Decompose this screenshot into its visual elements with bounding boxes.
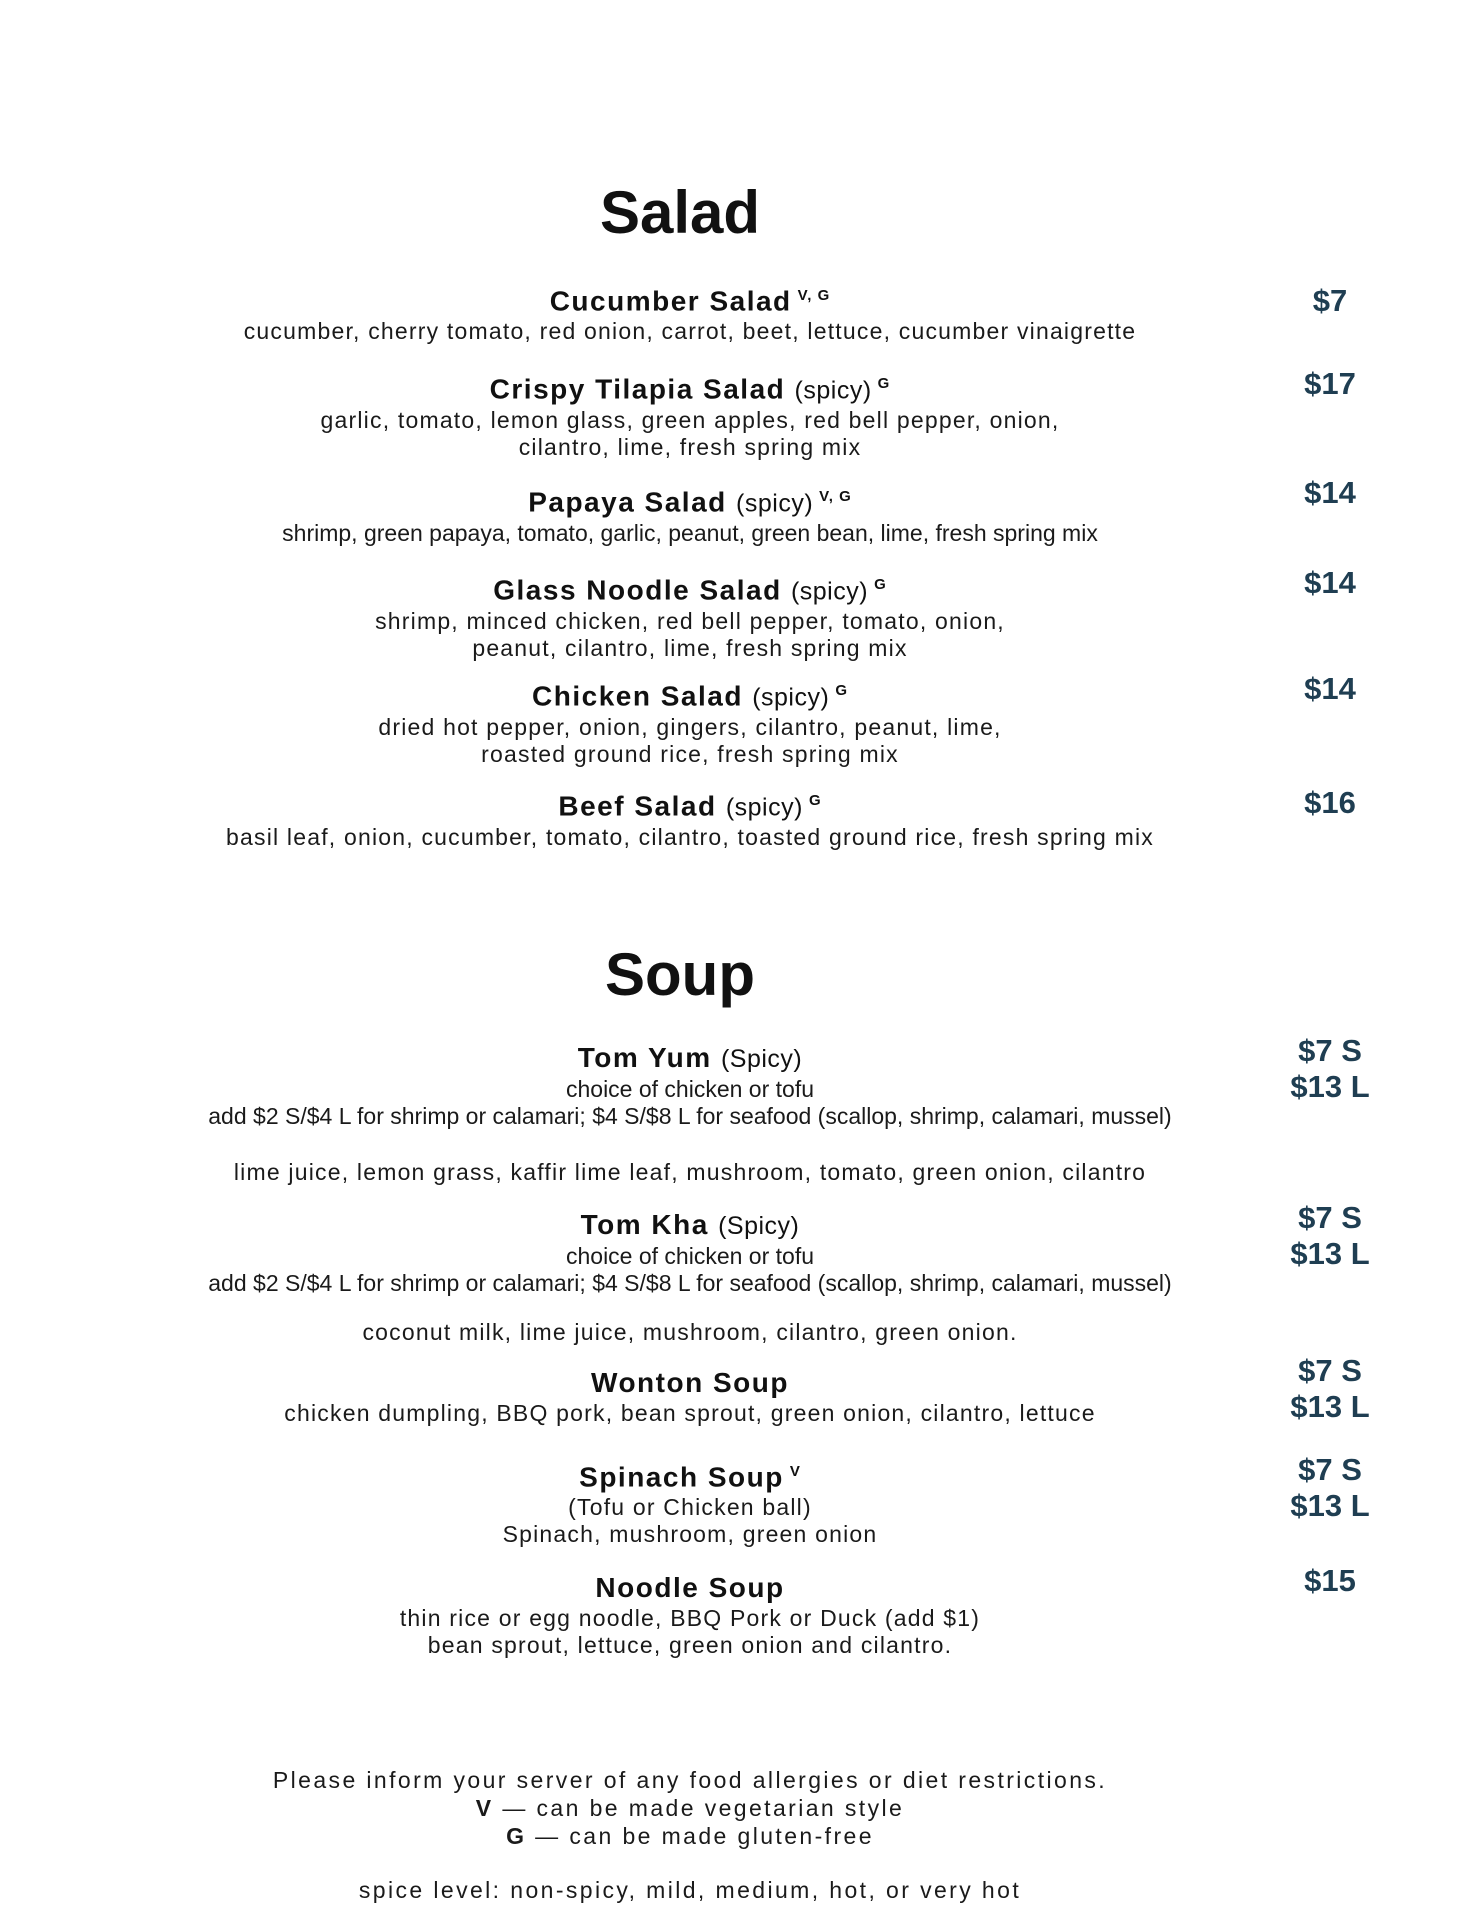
menu-item-tom-kha [160, 1208, 1220, 1346]
item-name: Cucumber Salad [549, 285, 792, 317]
item-price-large: $13 L [1290, 1236, 1370, 1271]
item-price: $15 [1304, 1563, 1356, 1598]
menu-item-tom-yum [160, 1041, 1220, 1186]
menu-item-crispy-tilapia-salad [160, 367, 1220, 461]
spicy-note: (spicy) [790, 577, 869, 606]
item-price-small: $7 S [1298, 1353, 1362, 1388]
item-name: Spinach Soup [579, 1461, 784, 1493]
legend-key-g: G [506, 1823, 527, 1849]
item-description: garlic, tomato, lemon glass, green apples, red bell pepper, onion, [320, 407, 1060, 434]
item-price-small: $7 S [1298, 1452, 1362, 1487]
menu-item-chicken-salad [160, 674, 1220, 768]
item-price-large: $13 L [1290, 1389, 1370, 1424]
spicy-note: (Spicy) [720, 1045, 803, 1073]
item-description: (Tofu or Chicken ball) [568, 1494, 812, 1521]
diet-tags: V [789, 1463, 801, 1480]
item-description: chicken dumpling, BBQ pork, bean sprout, green onion, cilantro, lettuce [284, 1400, 1096, 1426]
spicy-note: (spicy) [752, 683, 830, 712]
item-name: Tom Kha [580, 1209, 709, 1240]
spicy-note: (spicy) [736, 489, 814, 518]
item-name: Tom Yum [577, 1042, 712, 1073]
item-description: choice of chicken or tofu [565, 1243, 815, 1269]
item-description: peanut, cilantro, lime, fresh spring mix [472, 635, 908, 662]
item-price: $14 [1304, 565, 1356, 600]
diet-tags: G [877, 375, 891, 392]
item-description: add $2 S/$4 L for shrimp or calamari; $4 S/$8 L for seafood (scallop, shrimp, calamari, mussel) [208, 1270, 1172, 1296]
legend-text-g: — can be made gluten-free [526, 1823, 874, 1849]
item-description: bean sprout, lettuce, green onion and cilantro. [427, 1632, 953, 1658]
item-price: $7 [1312, 283, 1348, 318]
menu-item-papaya-salad [160, 480, 1220, 547]
item-name: Chicken Salad [532, 680, 743, 712]
item-name: Beef Salad [558, 790, 717, 822]
item-description: cucumber, cherry tomato, red onion, carrot, beet, lettuce, cucumber vinaigrette [243, 318, 1137, 345]
soup-section-title: Soup [605, 941, 755, 1008]
legend-key-v: V [475, 1795, 494, 1821]
item-description: add $2 S/$4 L for shrimp or calamari; $4 S/$8 L for seafood (scallop, shrimp, calamari, mussel) [208, 1103, 1172, 1129]
allergy-notice: Please inform your server of any food allergies or diet restrictions. [272, 1767, 1108, 1793]
diet-tags: G [835, 682, 848, 699]
spicy-note: (spicy) [794, 376, 872, 405]
item-name: Wonton Soup [591, 1367, 789, 1398]
item-price-small: $7 S [1298, 1200, 1362, 1235]
item-description: Spinach, mushroom, green onion [502, 1521, 878, 1548]
spice-level-note: spice level: non-spicy, mild, medium, hot, or very hot [358, 1877, 1022, 1903]
menu-footer [160, 1766, 1220, 1904]
item-name: Glass Noodle Salad [493, 574, 782, 606]
gluten-free-legend [160, 1822, 1220, 1850]
item-description: cilantro, lime, fresh spring mix [518, 434, 862, 461]
item-ingredients: lime juice, lemon grass, kaffir lime leaf, mushroom, tomato, green onion, cilantro [233, 1159, 1147, 1185]
menu-item-cucumber-salad [160, 279, 1220, 345]
diet-tags: V, G [819, 488, 852, 505]
diet-tags: V, G [797, 287, 831, 304]
item-description: shrimp, green papaya, tomato, garlic, peanut, green bean, lime, fresh spring mix [282, 520, 1098, 547]
spicy-note: (spicy) [725, 793, 803, 822]
legend-text-v: — can be made vegetarian style [493, 1795, 905, 1821]
menu-item-noodle-soup [160, 1571, 1220, 1659]
item-description: basil leaf, onion, cucumber, tomato, cilantro, toasted ground rice, fresh spring mix [226, 824, 1154, 851]
item-ingredients: coconut milk, lime juice, mushroom, cilantro, green onion. [362, 1319, 1018, 1345]
item-description: shrimp, minced chicken, red bell pepper, tomato, onion, [375, 608, 1005, 635]
spicy-note: (Spicy) [718, 1212, 800, 1240]
item-price-large: $13 L [1290, 1069, 1370, 1104]
item-price-large: $13 L [1290, 1488, 1370, 1523]
diet-tags: G [874, 576, 887, 593]
item-price: $14 [1304, 671, 1356, 706]
menu-item-glass-noodle-salad [160, 568, 1220, 662]
item-description: dried hot pepper, onion, gingers, cilantro, peanut, lime, [378, 714, 1002, 741]
item-price-small: $7 S [1298, 1033, 1362, 1068]
menu-item-spinach-soup [160, 1455, 1220, 1548]
item-description: roasted ground rice, fresh spring mix [481, 741, 899, 768]
vegetarian-legend [160, 1794, 1220, 1822]
item-description: thin rice or egg noodle, BBQ Pork or Duck (add $1) [399, 1605, 981, 1631]
item-price: $16 [1304, 785, 1356, 820]
item-name: Crispy Tilapia Salad [489, 373, 786, 405]
salad-section-title: Salad [599, 179, 761, 246]
item-description: choice of chicken or tofu [565, 1076, 815, 1102]
item-name: Noodle Soup [595, 1572, 785, 1603]
item-name: Papaya Salad [528, 486, 727, 518]
menu-item-wonton-soup [160, 1366, 1220, 1427]
diet-tags: G [808, 792, 822, 809]
menu-item-beef-salad [160, 784, 1220, 851]
item-price: $17 [1304, 366, 1356, 401]
item-price: $14 [1304, 475, 1356, 510]
